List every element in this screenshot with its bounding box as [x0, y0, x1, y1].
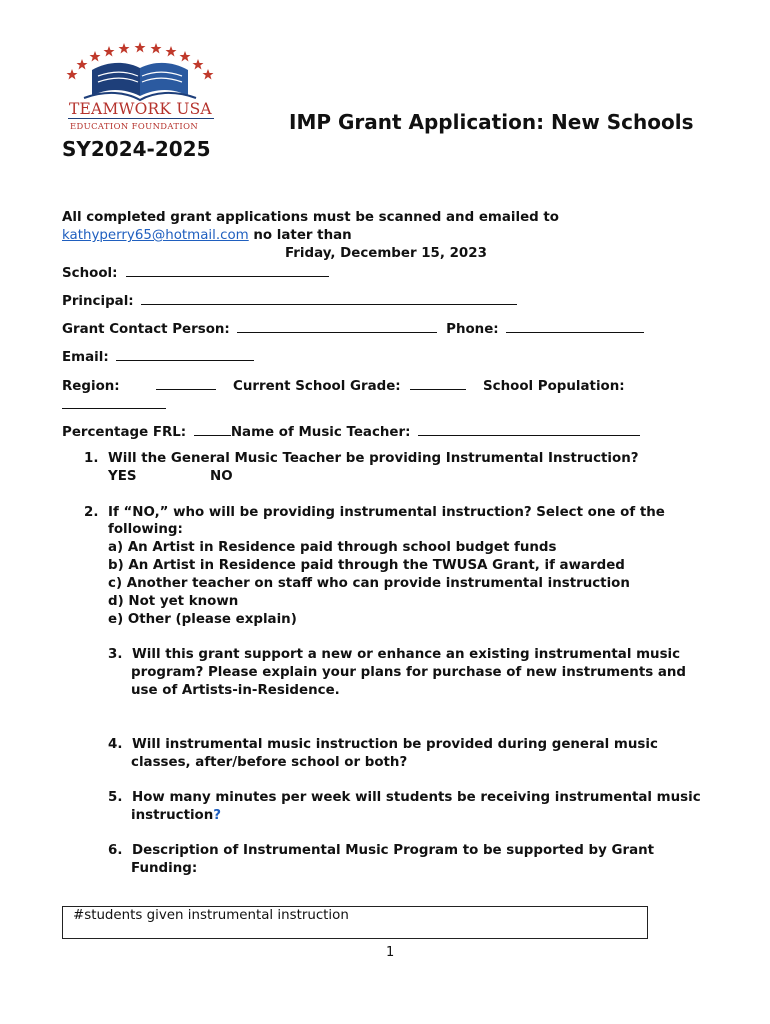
school-input-line[interactable] — [126, 264, 329, 277]
question-6-number: 6. — [108, 843, 123, 858]
option-e[interactable]: e) Other (please explain) — [108, 612, 297, 627]
question-3-line-2: program? Please explain your plans for purchase of new instruments and — [131, 665, 687, 680]
question-2-text-2: following: — [108, 522, 183, 537]
contact-input-line[interactable] — [237, 320, 437, 333]
teacher-input-line[interactable] — [418, 423, 640, 436]
deadline: Friday, December 15, 2023 — [285, 246, 487, 261]
question-6-line-2: Funding: — [131, 861, 198, 876]
frl-row — [62, 423, 640, 440]
question-5-question-mark: ? — [213, 808, 222, 823]
question-5-line-2-text: instruction — [131, 808, 214, 823]
question-3 — [108, 647, 680, 662]
question-3-line-1: Will this grant support a new or enhance an existing instrumental music — [132, 647, 681, 662]
population-input-row — [62, 396, 166, 413]
intro-line-2-suffix: no later than — [248, 228, 352, 243]
population-input-line[interactable] — [62, 396, 166, 409]
population-label: School Population: — [483, 379, 625, 394]
question-6-line-1: Description of Instrumental Music Program to be supported by Grant — [132, 843, 655, 858]
page-title: IMP Grant Application: New Schools — [289, 110, 694, 134]
question-4-number: 4. — [108, 737, 123, 752]
teamwork-usa-logo — [62, 38, 218, 134]
contact-label: Grant Contact Person: — [62, 322, 230, 337]
yes-option[interactable]: YES — [108, 469, 137, 484]
principal-label: Principal: — [62, 294, 134, 309]
question-2-number: 2. — [84, 505, 99, 520]
school-year: SY2024-2025 — [62, 137, 211, 161]
question-1-text: Will the General Music Teacher be providing Instrumental Instruction? — [108, 451, 639, 466]
question-1 — [84, 451, 639, 466]
question-5-line-1: How many minutes per week will students be receiving instrumental music — [132, 790, 701, 805]
question-3-line-3: use of Artists-in-Residence. — [131, 683, 340, 698]
question-4-line-2: classes, after/before school or both? — [131, 755, 408, 770]
students-instruction-cell[interactable] — [62, 906, 648, 939]
principal-input-line[interactable] — [141, 292, 517, 305]
no-option[interactable]: NO — [210, 469, 233, 484]
teacher-label: Name of Music Teacher: — [230, 425, 411, 440]
logo-divider — [68, 118, 214, 119]
question-5-number: 5. — [108, 790, 123, 805]
phone-input-line[interactable] — [506, 320, 644, 333]
intro-line-1: All completed grant applications must be scanned and emailed to — [62, 210, 560, 225]
contact-field — [62, 320, 644, 337]
region-label: Region: — [62, 379, 120, 394]
phone-label: Phone: — [446, 322, 499, 337]
frl-input-line[interactable] — [194, 423, 231, 436]
intro-line-2 — [62, 228, 352, 243]
question-6 — [108, 843, 654, 858]
page-number: 1 — [386, 945, 395, 960]
frl-label: Percentage FRL: — [62, 425, 187, 440]
open-book-icon — [84, 63, 196, 100]
email-link[interactable]: kathyperry65@hotmail.com — [62, 228, 249, 243]
grade-input-line[interactable] — [410, 377, 466, 390]
option-a[interactable]: a) An Artist in Residence paid through school budget funds — [108, 540, 557, 555]
question-4 — [108, 737, 658, 752]
logo-subtitle: EDUCATION FOUNDATION — [70, 121, 199, 131]
option-c[interactable]: c) Another teacher on staff who can provide instrumental instruction — [108, 576, 630, 591]
option-d[interactable]: d) Not yet known — [108, 594, 239, 609]
question-5-line-2 — [131, 808, 221, 823]
students-instruction-label: #students given instrumental instruction — [73, 908, 349, 923]
question-3-number: 3. — [108, 647, 123, 662]
principal-field — [62, 292, 517, 309]
option-b[interactable]: b) An Artist in Residence paid through the TWUSA Grant, if awarded — [108, 558, 625, 573]
school-field — [62, 264, 329, 281]
question-2-text-1: If “NO,” who will be providing instrumental instruction? Select one of the — [108, 505, 665, 520]
email-input-line[interactable] — [116, 348, 254, 361]
school-label: School: — [62, 266, 118, 281]
question-2 — [84, 505, 665, 520]
logo-wordmark: TEAMWORK USA — [69, 100, 212, 118]
question-5 — [108, 790, 701, 805]
question-1-number: 1. — [84, 451, 99, 466]
email-field — [62, 348, 254, 365]
question-4-line-1: Will instrumental music instruction be provided during general music — [132, 737, 658, 752]
region-input-line[interactable] — [156, 377, 216, 390]
email-label: Email: — [62, 350, 109, 365]
grade-label: Current School Grade: — [233, 379, 401, 394]
region-row — [62, 377, 625, 394]
